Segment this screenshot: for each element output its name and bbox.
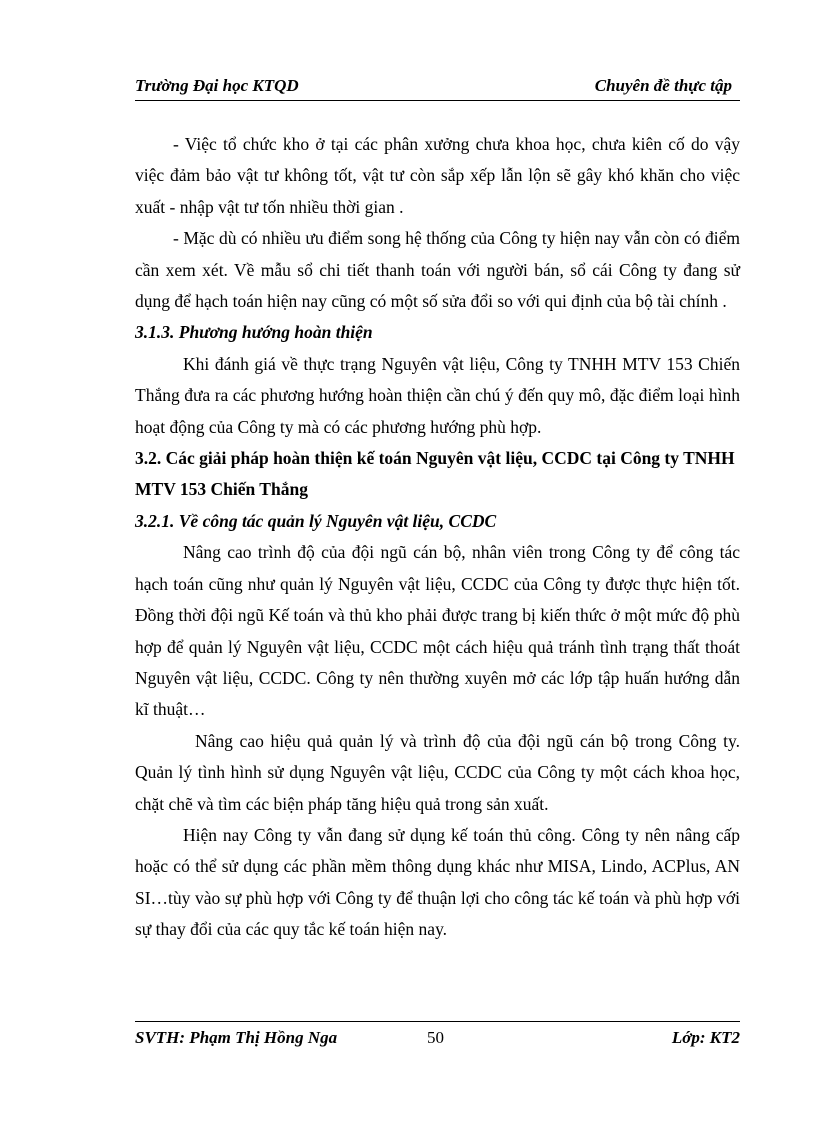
header-school: Trường Đại học KTQD (135, 76, 299, 95)
document-body (135, 129, 740, 946)
header-doc-type: Chuyên đề thực tập (594, 76, 732, 95)
page-header (135, 76, 740, 101)
heading-3-2: 3.2. Các giải pháp hoàn thiện kế toán Nguyên vật liệu, CCDC tại Công ty TNHH MTV 153 Chiến Thắng (135, 448, 735, 500)
paragraph-1: - Việc tổ chức kho ở tại các phân xưởng chưa khoa học, chưa kiên cố do vậy việc đảm bảo vật tư không tốt, vật tư còn sắp xếp lẫn lộn sẽ gây khó khăn cho việc xuất - nhập vật tư tốn nhiều thời gian . (135, 134, 740, 217)
footer-class: Lớp: KT2 (671, 1028, 740, 1047)
page-number: 50 (427, 1028, 444, 1047)
paragraph-5: Nâng cao hiệu quả quản lý và trình độ của đội ngũ cán bộ trong Công ty. Quản lý tình hình sử dụng Nguyên vật liệu, CCDC của Công ty một cách khoa học, chặt chẽ và tìm các biện pháp tăng hiệu quả trong sản xuất. (135, 730, 740, 814)
footer-student: SVTH: Phạm Thị Hồng Nga (135, 1028, 338, 1047)
paragraph-6: Hiện nay Công ty vẫn đang sử dụng kế toán thủ công. Công ty nên nâng cấp hoặc có thể sử dụng các phần mềm thông dụng khác như MISA, Lindo, ACPlus, AN SI…tùy vào sự phù hợp với Công ty để thuận lợi cho công tác kế toán và phù hợp với sự thay đổi của các quy tắc kế toán hiện nay. (135, 824, 740, 940)
heading-3-2-1: 3.2.1. Về công tác quản lý Nguyên vật liệu, CCDC (135, 510, 497, 531)
paragraph-2: - Mặc dù có nhiều ưu điểm song hệ thống của Công ty hiện nay vẫn còn có điểm cần xem xét. Về mẫu sổ chi tiết thanh toán với người bán, sổ cái Công ty đang sử dụng để hạch toán hiện nay cũng có một số sửa đổi so với qui định của bộ tài chính . (135, 228, 740, 312)
paragraph-4: Nâng cao trình độ của đội ngũ cán bộ, nhân viên trong Công ty để công tác hạch toán cũng như quản lý Nguyên vật liệu, CCDC của Công ty được thực hiện tốt. Đồng thời đội ngũ Kế toán và thủ kho phải được trang bị kiến thức ở một mức độ phù hợp để quản lý Nguyên vật liệu, CCDC một cách hiệu quả tránh tình trạng thất thoát Nguyên vật liệu, CCDC. Công ty nên thường xuyên mở các lớp tập huấn hướng dẫn kĩ thuật… (135, 542, 740, 720)
paragraph-3: Khi đánh giá về thực trạng Nguyên vật liệu, Công ty TNHH MTV 153 Chiến Thắng đưa ra các phương hướng hoàn thiện cần chú ý đến quy mô, đặc điểm loại hình hoạt động của Công ty mà có các phương hướng phù hợp. (135, 353, 740, 437)
heading-3-1-3: 3.1.3. Phương hướng hoàn thiện (135, 322, 373, 343)
page-footer (135, 1021, 740, 1052)
